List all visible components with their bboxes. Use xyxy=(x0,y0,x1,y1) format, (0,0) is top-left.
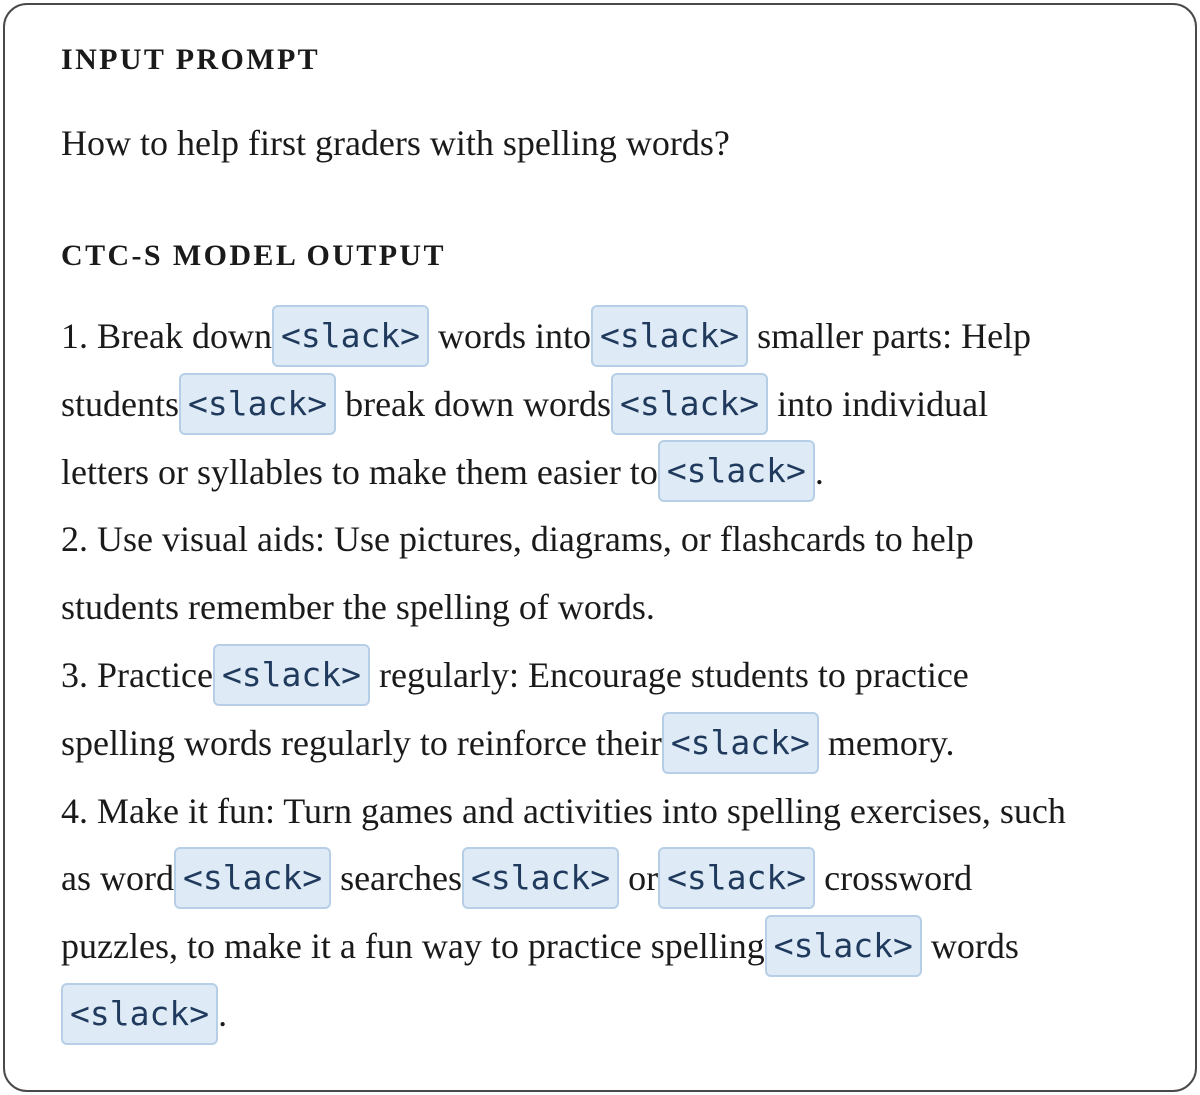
slack-token-chip: <slack> xyxy=(61,983,218,1045)
slack-token-chip: <slack> xyxy=(591,305,748,367)
example-card xyxy=(3,3,1197,1092)
slack-token-chip: <slack> xyxy=(611,373,768,435)
output-text-segment: . xyxy=(814,451,824,492)
output-line xyxy=(61,439,1151,507)
model-output-text xyxy=(61,303,1151,1049)
output-text-segment: . xyxy=(218,993,228,1034)
output-line xyxy=(61,778,1151,846)
output-text-segment: into individual xyxy=(768,383,989,424)
output-text-segment: students xyxy=(61,383,180,424)
output-line xyxy=(61,913,1151,981)
output-text-segment: letters or syllables to make them easier to xyxy=(61,451,658,492)
output-text-segment: or xyxy=(619,858,659,899)
model-output-heading: CTC-S MODEL OUTPUT xyxy=(61,239,446,272)
slack-token-chip: <slack> xyxy=(658,847,815,909)
slack-token-chip: <slack> xyxy=(174,847,331,909)
input-prompt-text: How to help first graders with spelling words? xyxy=(61,123,730,163)
output-text-segment: spelling words regularly to reinforce their xyxy=(61,722,662,763)
slack-token-chip: <slack> xyxy=(272,305,429,367)
output-line xyxy=(61,574,1151,642)
slack-token-chip: <slack> xyxy=(213,644,370,706)
output-line xyxy=(61,710,1151,778)
output-text-segment: as word xyxy=(61,858,174,899)
slack-token-chip: <slack> xyxy=(658,440,815,502)
output-text-segment: regularly: Encourage students to practice xyxy=(370,654,969,695)
output-line xyxy=(61,303,1151,371)
output-text-segment: words into xyxy=(429,316,592,356)
output-text-segment: 3. Practice xyxy=(61,654,213,695)
slack-token-chip: <slack> xyxy=(462,847,619,909)
output-text-segment: 2. Use visual aids: Use pictures, diagrams, or flashcards to help xyxy=(61,519,974,560)
output-text-segment: words xyxy=(921,926,1019,967)
output-line xyxy=(61,506,1151,574)
output-line xyxy=(61,845,1151,913)
output-text-segment: puzzles, to make it a fun way to practice spelling xyxy=(61,926,765,967)
input-prompt-heading: INPUT PROMPT xyxy=(61,43,321,76)
slack-token-chip: <slack> xyxy=(179,373,336,435)
output-text-segment: searches xyxy=(331,858,462,899)
slack-token-chip: <slack> xyxy=(765,915,922,977)
output-text-segment: smaller parts: Help xyxy=(748,316,1032,356)
output-text-segment: memory. xyxy=(818,722,955,763)
output-text-segment: break down words xyxy=(336,383,612,424)
output-text-segment: students remember the spelling of words. xyxy=(61,587,655,628)
output-line xyxy=(61,642,1151,710)
output-line xyxy=(61,981,1151,1049)
output-text-segment: crossword xyxy=(815,858,973,899)
output-text-segment: 1. Break down xyxy=(61,316,272,356)
output-text-segment: 4. Make it fun: Turn games and activities into spelling exercises, such xyxy=(61,790,1066,831)
slack-token-chip: <slack> xyxy=(662,712,819,774)
output-line xyxy=(61,371,1151,439)
